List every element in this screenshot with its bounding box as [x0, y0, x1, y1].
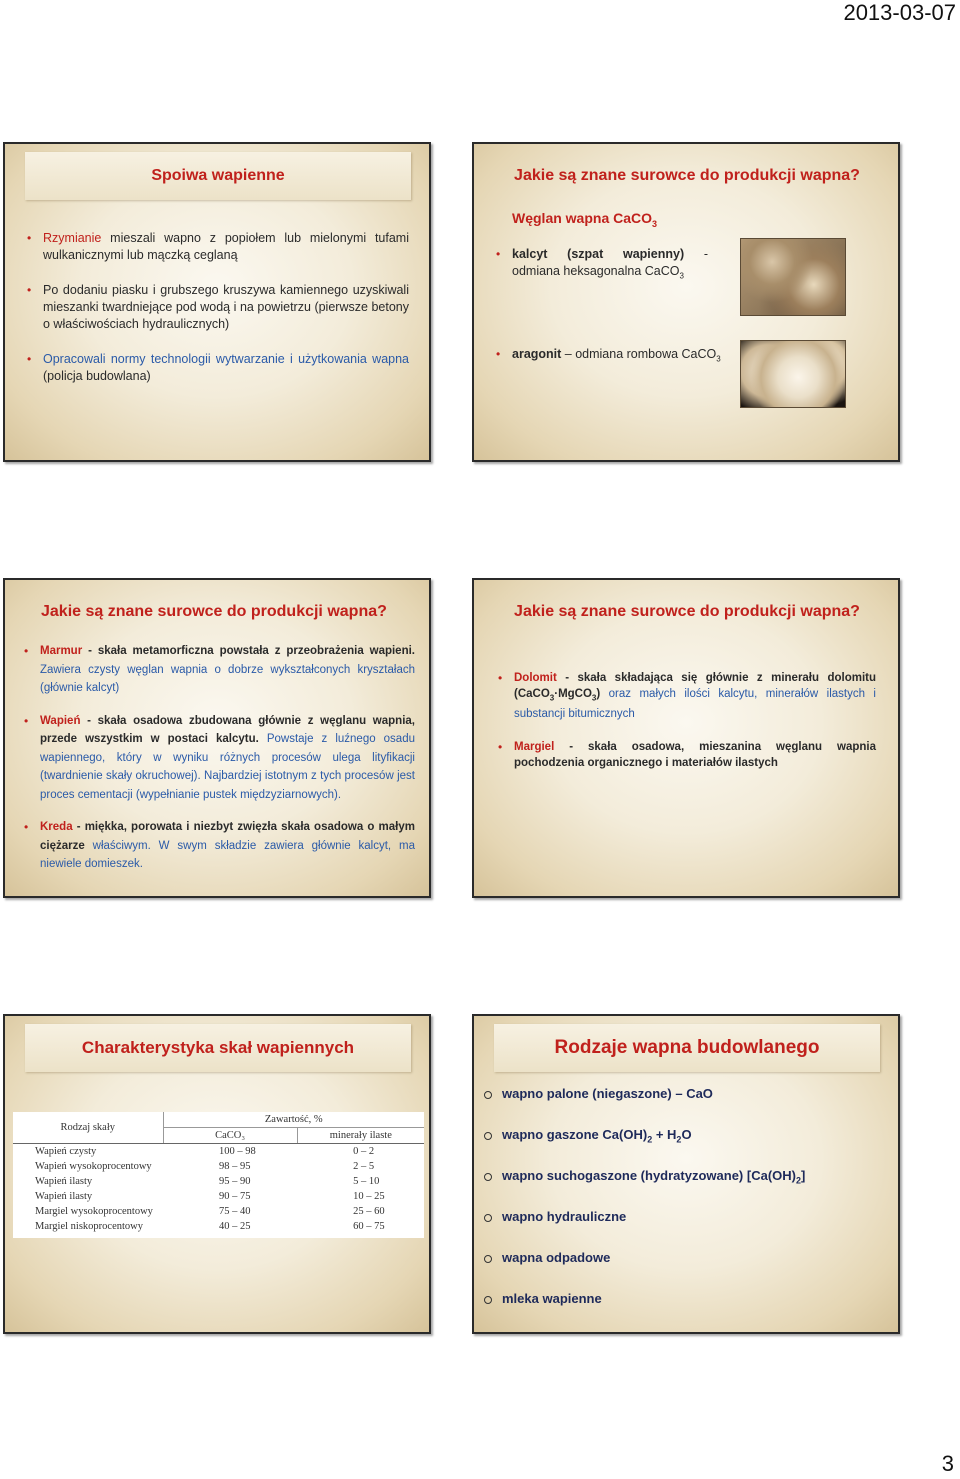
cell-clay: 10 – 25	[353, 1191, 385, 1202]
header-rock-type: Rodzaj skały	[13, 1112, 163, 1144]
slide-title: Charakterystyka skał wapiennych	[81, 1038, 355, 1057]
rock-composition-table	[13, 1112, 424, 1234]
slide-title-bar	[494, 588, 880, 636]
bullet-margiel: • Margiel - skała osadowa, mieszanina węglanu wapnia pochodzenia organicznego i materiałów ilastych	[498, 739, 876, 771]
list-item	[484, 1207, 886, 1248]
slide-title-bar	[494, 1024, 880, 1072]
slide-body	[24, 642, 415, 874]
list-item-text: wapno gaszone Ca(OH)	[502, 1127, 648, 1142]
cell-caco3: 100 – 98	[219, 1146, 256, 1157]
rock-table-container	[13, 1112, 424, 1238]
slide-title-bar	[25, 588, 411, 636]
cell-rock-name: Wapień ilasty	[35, 1176, 93, 1187]
list-item	[484, 1248, 886, 1289]
cell-rock-name: Wapień wysokoprocentowy	[35, 1161, 152, 1172]
table-row	[13, 1174, 424, 1189]
cell-caco3: 75 – 40	[219, 1206, 251, 1217]
table-row	[13, 1204, 424, 1219]
bullet-dodanie-piasku: • Po dodaniu piasku i grubszego kruszywa kamiennego uzyskiwali mieszanki twardniejące pod wodą i na powietrzu (pierwsze betony o właściwościach hydraulicznych)	[27, 282, 409, 333]
list-item	[484, 1289, 886, 1330]
cell-caco3: 40 – 25	[219, 1221, 251, 1232]
list-item-text: mleka wapienne	[502, 1291, 602, 1306]
cell-rock-name: Wapień ilasty	[35, 1191, 93, 1202]
document-date: 2013-03-07	[843, 0, 956, 25]
list-item-tail: + H	[652, 1127, 677, 1142]
list-item	[484, 1125, 886, 1166]
bullet-kreda: • Kreda - miękka, porowata i niezbyt zwięzła skała osadowa o małym ciężarze właściwym. W swym składzie zawiera głównie kalcyt, ma niewiele domieszek.	[24, 818, 415, 874]
table-row	[13, 1144, 424, 1160]
slide-title: Spoiwa wapienne	[151, 167, 285, 184]
cell-caco3: 90 – 75	[219, 1191, 251, 1202]
bullet-rzymianie: • Rzymianie mieszali wapno z popiołem lub mielonymi tufami wulkanicznymi lub mączką ceglaną	[27, 230, 409, 264]
slide-surowce-weglan	[472, 142, 900, 462]
cell-clay: 25 – 60	[353, 1206, 385, 1217]
header-caco3: CaCO₃	[163, 1128, 297, 1144]
list-item	[484, 1084, 886, 1125]
slide-title: Rodzaje wapna budowlanego	[554, 1037, 820, 1058]
bullet-kalcyt: • kalcyt (szpat wapienny) - odmiana heksagonalna CaCO$_3$	[496, 246, 708, 285]
bullet-dolomit: • Dolomit - skała składająca się głównie z minerału dolomitu (CaCO$_3$·MgCO$_3$) oraz małych ilości kalcytu, minerałów ilastych i substancji bitumicznych	[498, 670, 876, 722]
page-number: 3	[941, 1451, 954, 1476]
slide-spoiwa-wapienne	[3, 142, 431, 462]
slide-title-bar	[25, 152, 411, 200]
aragonite-image	[740, 340, 846, 408]
list-item-text: wapna odpadowe	[502, 1250, 611, 1265]
cell-rock-name: Wapień czysty	[35, 1146, 97, 1157]
slide-dolomit-margiel	[472, 578, 900, 898]
calcite-image	[740, 238, 846, 316]
slide-title-bar	[494, 152, 880, 200]
slide-body-2	[496, 346, 728, 368]
list-item-sub2: 2	[676, 1134, 682, 1145]
header-clay: minerały ilaste	[297, 1128, 424, 1144]
cell-clay: 60 – 75	[353, 1221, 385, 1232]
bullet-wapien: • Wapień - skała osadowa zbudowana głównie z węglanu wapnia, przede wszystkim w postaci kalcytu. Powstaje z luźnego osadu wapiennego, który w wyniku różnych procesów ulega lityfikacji (twardnienie skały okruchowej). Najbardziej istotnym z tych procesów jest proces cementacji (wypełnianie pustek międzyziarnowych).	[24, 712, 415, 805]
cell-caco3: 98 – 95	[219, 1161, 251, 1172]
slide-title-bar	[25, 1024, 411, 1072]
list-item	[484, 1166, 886, 1207]
cell-caco3: 95 – 90	[219, 1176, 251, 1187]
slide-title: Jakie są znane surowce do produkcji wapna?	[514, 167, 860, 184]
list-item-text: wapno hydrauliczne	[502, 1209, 627, 1224]
cell-rock-name: Margiel wysokoprocentowy	[35, 1206, 153, 1217]
list-item-sub: 2	[795, 1175, 801, 1186]
slide-rodzaje-wapna	[472, 1014, 900, 1334]
cell-clay: 0 – 2	[353, 1146, 375, 1157]
list-item-text: wapno suchogaszone (hydratyzowane) [Ca(OH)	[502, 1168, 796, 1183]
cell-rock-name: Margiel niskoprocentowy	[35, 1221, 143, 1232]
list-item-text: wapno palone (niegaszone) – CaO	[502, 1086, 713, 1101]
slide-title: Jakie są znane surowce do produkcji wapna?	[514, 603, 860, 620]
slide-title: Jakie są znane surowce do produkcji wapna?	[41, 603, 387, 620]
table-row	[13, 1189, 424, 1204]
slide-body	[496, 246, 708, 285]
slide-charakterystyka	[3, 1014, 431, 1334]
slide-subtitle: Węglan wapna CaCO$_3$	[512, 210, 658, 229]
bullet-normy: • Opracowali normy technologii wytwarzanie i użytkowania wapna (policja budowlana)	[27, 351, 409, 385]
cell-clay: 2 – 5	[353, 1161, 375, 1172]
slide-surowce-skaly	[3, 578, 431, 898]
lime-types-list	[484, 1084, 886, 1330]
bullet-aragonit: • aragonit – odmiana rombowa CaCO$_3$	[496, 346, 728, 368]
cell-clay: 5 – 10	[353, 1176, 380, 1187]
list-item-tail2: O	[681, 1127, 692, 1142]
slide-body	[27, 230, 409, 385]
header-content: Zawartość, %	[163, 1112, 424, 1128]
list-item-tail: ]	[801, 1168, 806, 1183]
table-row	[13, 1219, 424, 1234]
list-item-sub: 2	[647, 1134, 653, 1145]
bullet-marmur: • Marmur - skała metamorficzna powstała z przeobrażenia wapieni. Zawiera czysty węglan wapnia o dobrze wykształconych kryształach (głównie kalcyt)	[24, 642, 415, 698]
slide-body	[498, 670, 876, 771]
table-row	[13, 1159, 424, 1174]
